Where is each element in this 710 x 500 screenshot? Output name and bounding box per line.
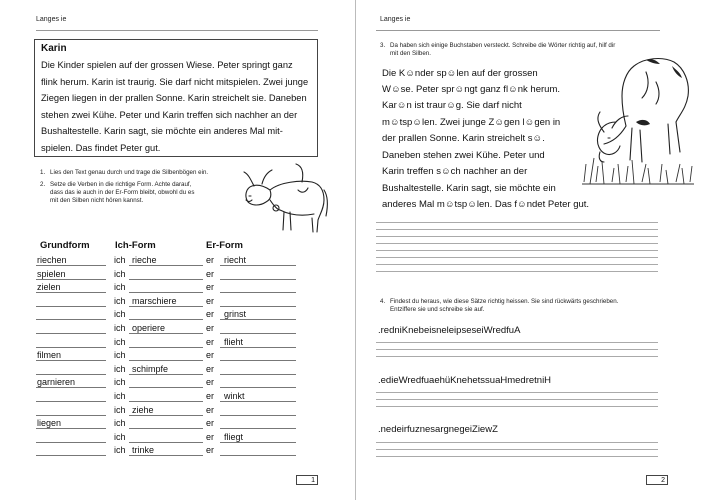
- table-row: [36, 403, 306, 416]
- er-label: er: [206, 363, 215, 374]
- header-rule: [376, 30, 660, 31]
- table-row: [36, 267, 306, 280]
- grundform-cell: liegen: [37, 418, 62, 429]
- ich-label: ich: [114, 282, 126, 293]
- ich-label: ich: [114, 323, 126, 333]
- task-text: mit den Silben nicht hören kannst.: [50, 197, 144, 204]
- grundform-cell: spielen: [37, 268, 66, 279]
- er-label: er: [206, 404, 215, 415]
- ich-form-cell: rieche: [132, 255, 157, 265]
- story-line: flink herum. Karin ist traurig. Sie darf nicht mitspielen. Zwei junge: [41, 76, 309, 87]
- ich-label: ich: [114, 309, 126, 320]
- writing-line: [376, 236, 658, 237]
- task-1: [40, 169, 208, 177]
- writing-line: [376, 271, 658, 272]
- ich-form-cell: ziehe: [132, 404, 154, 415]
- header-rule: [36, 30, 318, 31]
- task-text: Setze die Verben in die richtige Form. Achte darauf,: [50, 181, 192, 188]
- writing-line: [376, 250, 658, 251]
- writing-line: [376, 349, 658, 350]
- er-label: er: [206, 377, 215, 388]
- page-number: 1: [296, 475, 318, 485]
- story-line: spielen. Das findet Peter gut.: [41, 142, 161, 153]
- ich-label: ich: [114, 336, 126, 347]
- ich-label: ich: [114, 255, 126, 265]
- writing-line: [376, 442, 658, 443]
- writing-line: [376, 449, 658, 450]
- reversed-sentence-2: .edieWredfuaehüKnehetssuaHmedretniH: [378, 375, 552, 386]
- grundform-cell: filmen: [37, 350, 62, 361]
- er-label: er: [206, 418, 215, 429]
- writing-line: [376, 392, 658, 393]
- task-text: Findest du heraus, wie diese Sätze richtig heissen. Sie sind rückwärts geschrieben.: [390, 298, 619, 305]
- hidden-letters-line: anderes Mal m☺tsp☺len. Das f☺ndet Peter gut.: [382, 199, 590, 210]
- hidden-letters-line: Karin treffen s☺ch nachher an der: [382, 166, 528, 177]
- task-number: 3.: [380, 42, 386, 49]
- writing-line: [376, 257, 658, 258]
- story-line: Ziegen liegen in der prallen Sonne. Karin streichelt sie. Daneben: [41, 93, 307, 104]
- grundform-cell: garnieren: [37, 377, 76, 388]
- page-header: Langes ie: [36, 16, 67, 23]
- er-form-cell: winkt: [224, 391, 245, 401]
- ich-label: ich: [114, 404, 126, 415]
- er-label: er: [206, 431, 215, 442]
- task-text: Lies den Text genau durch und trage die Silbenbögen ein.: [50, 169, 209, 176]
- task-number: 1.: [40, 169, 46, 176]
- er-label: er: [206, 336, 215, 347]
- er-label: er: [206, 350, 215, 361]
- writing-line: [376, 342, 658, 343]
- table-row: [36, 375, 306, 388]
- hidden-letters-line: Die K☺nder sp☺len auf der grossen: [382, 68, 538, 79]
- task-text: Entziffere sie und schreibe sie auf.: [390, 306, 485, 313]
- table-row: [36, 430, 306, 443]
- hidden-letters-line: Bushaltestelle. Karin sagt, sie möchte ein: [382, 183, 556, 194]
- page-header: Langes ie: [380, 16, 411, 23]
- table-row: [36, 335, 306, 348]
- task-4: [380, 298, 618, 314]
- story-title: Karin: [41, 43, 67, 54]
- blank-line: [36, 455, 106, 456]
- task-text: Da haben sich einige Buchstaben versteckt. Schreibe die Wörter richtig auf, hilf dir: [390, 42, 616, 49]
- table-row: [36, 294, 306, 307]
- table-row: [36, 443, 306, 456]
- ich-form-cell: operiere: [132, 323, 166, 333]
- ich-label: ich: [114, 363, 126, 374]
- hidden-letters-line: m☺tsp☺len. Zwei junge Z☺gen l☺gen in: [382, 117, 561, 128]
- hidden-letters-line: der prallen Sonne. Karin streichelt s☺.: [382, 133, 545, 144]
- table-row: [36, 280, 306, 293]
- writing-line: [376, 222, 658, 223]
- task-number: 2.: [40, 181, 46, 188]
- writing-line: [376, 243, 658, 244]
- writing-line: [376, 399, 658, 400]
- hidden-letters-line: Daneben stehen zwei Kühe. Peter und: [382, 150, 545, 161]
- ich-form-cell: trinke: [132, 445, 155, 456]
- er-label: er: [206, 282, 215, 293]
- story-line: Bushaltestelle. Karin sagt, sie möchte ein anderes Mal mit-: [41, 126, 283, 137]
- table-row: [36, 389, 306, 402]
- hidden-letters-line: Kar☺n ist traur☺g. Sie darf nicht: [382, 100, 522, 111]
- blank-line: [220, 455, 296, 456]
- ich-form-cell: marschiere: [132, 295, 177, 306]
- er-label: er: [206, 255, 215, 265]
- cow-illustration: [240, 160, 332, 236]
- story-line: stehen zwei Kühe. Peter und Karin treffen sich nachher an der: [41, 109, 298, 120]
- table-row: [36, 253, 306, 266]
- writing-line: [376, 264, 658, 265]
- grundform-cell: zielen: [37, 282, 61, 293]
- writing-line: [376, 356, 658, 357]
- er-form-cell: flieht: [224, 336, 244, 347]
- table-row: [36, 321, 306, 334]
- table-row: [36, 362, 306, 375]
- task-text: mit den Silben.: [390, 50, 431, 57]
- er-form-cell: riecht: [224, 255, 247, 265]
- reversed-sentence-1: .redniKnebeisneleipseseiWredfuA: [378, 325, 521, 336]
- reversed-sentence-3: .nedeirfuznesargnegeiZiewZ: [378, 424, 498, 435]
- story-line: Die Kinder spielen auf der grossen Wiese. Peter springt ganz: [41, 60, 293, 70]
- grundform-cell: riechen: [37, 255, 67, 265]
- table-row: [36, 416, 306, 429]
- ich-label: ich: [114, 418, 126, 429]
- table-row: [36, 348, 306, 361]
- ich-label: ich: [114, 377, 126, 388]
- ich-label: ich: [114, 350, 126, 361]
- right-page: [356, 0, 710, 500]
- er-label: er: [206, 295, 215, 306]
- ich-form-cell: schimpfe: [132, 363, 169, 374]
- er-form-cell: grinst: [224, 309, 247, 320]
- writing-line: [376, 406, 658, 407]
- writing-line: [376, 456, 658, 457]
- ich-label: ich: [114, 445, 126, 456]
- er-label: er: [206, 309, 215, 320]
- writing-line: [376, 229, 658, 230]
- task-text: dass das ie auch in der Er-Form bleibt, obwohl du es: [50, 189, 195, 196]
- ich-label: ich: [114, 431, 126, 442]
- column-header-er-form: Er-Form: [206, 240, 243, 251]
- hidden-letters-line: W☺se. Peter spr☺ngt ganz fl☺nk herum.: [382, 84, 560, 95]
- goat-illustration: [576, 52, 696, 192]
- er-form-cell: fliegt: [224, 431, 244, 442]
- er-label: er: [206, 323, 215, 333]
- er-label: er: [206, 391, 215, 401]
- page-number: 2: [646, 475, 668, 485]
- ich-label: ich: [114, 295, 126, 306]
- ich-label: ich: [114, 391, 126, 401]
- task-number: 4.: [380, 298, 386, 305]
- table-row: [36, 307, 306, 320]
- task-2: [40, 181, 194, 205]
- er-label: er: [206, 445, 215, 456]
- er-label: er: [206, 268, 215, 279]
- story-box: [34, 39, 318, 157]
- column-header-grundform: Grundform: [40, 240, 90, 251]
- column-header-ich-form: Ich-Form: [115, 240, 156, 251]
- ich-label: ich: [114, 268, 126, 279]
